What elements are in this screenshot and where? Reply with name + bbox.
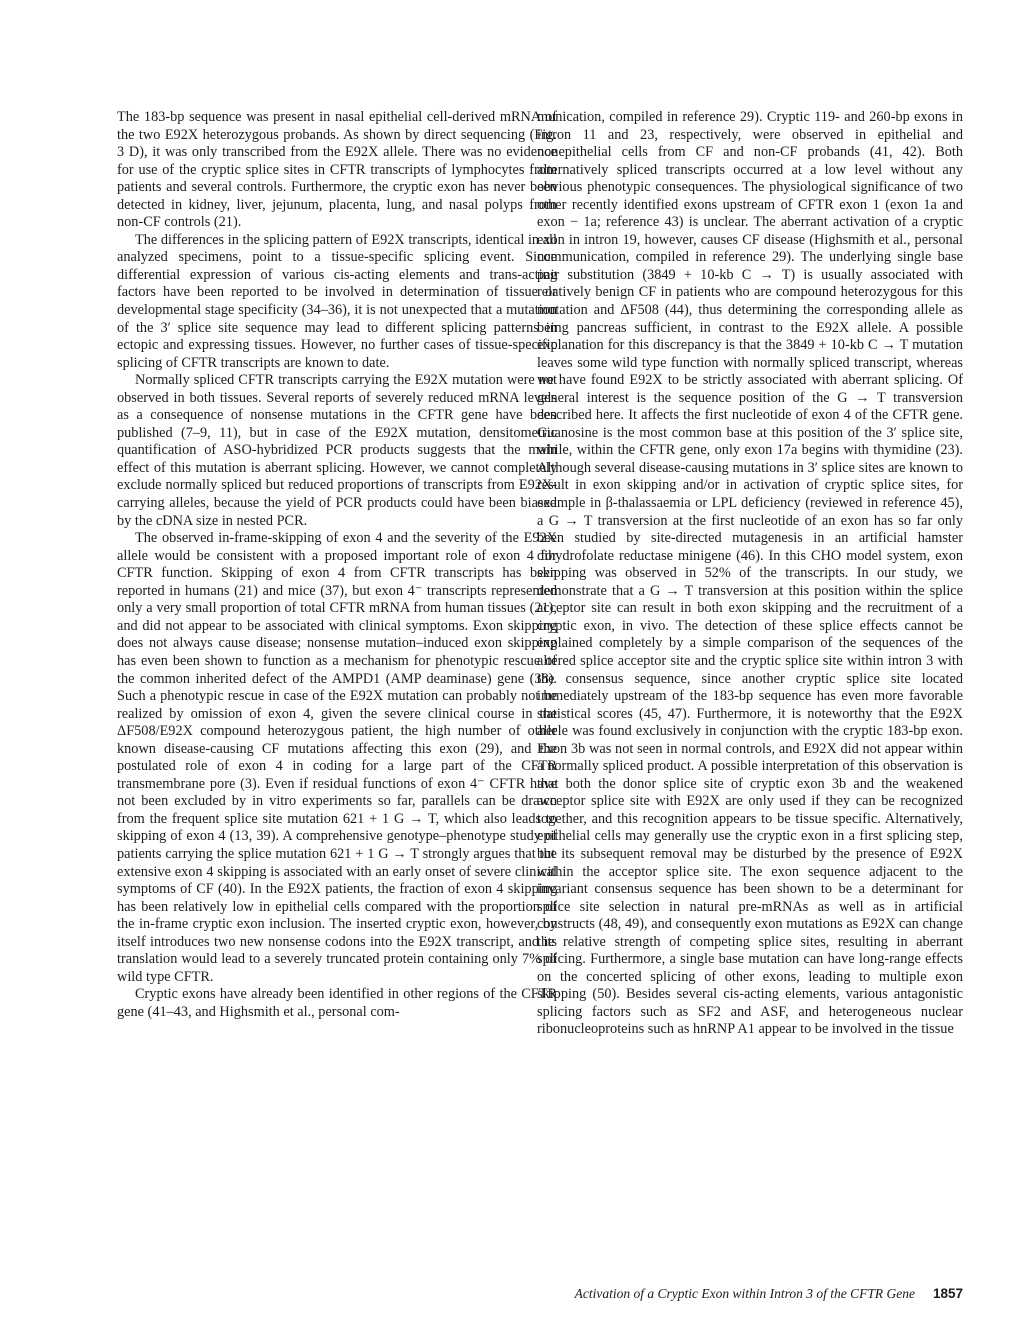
- paragraph: The differences in the splicing pattern of E92X transcripts, identical in all analyzed specimens, point to a tissue-specific splicing event. Since differential expression of various cis-acting elements and trans-acting factors have been reported to be involved in determination of tissue or developmental stage specificity (34–36), it is not unexpected that a mutation of the 3′ splice site sequence may lead to different splicing patterns in ectopic and expressing tissues. However, no further cases of tissue-specific splicing of CFTR transcripts are known to date.: [117, 231, 557, 371]
- paragraph: The observed in-frame-skipping of exon 4 and the severity of the E92X allele would be consistent with a proposed important role of exon 4 for CFTR function. Skipping of exon 4 from CFTR transcripts has been reported in humans (21) and mice (37), but exon 4⁻ transcripts represented only a very small proportion of total CFTR mRNA from human tissues (21), and did not appear to be associated with clinical symptoms. Exon skipping does not always cause disease; nonsense mutation–induced exon skipping has even been shown to function as a mechanism for phenotypic rescue of the common inherited defect of the AMPD1 (AMP deaminase) gene (38). Such a phenotypic rescue in case of the E92X mutation can probably not be realized by omission of exon 4, given the severe clinical course in the ΔF508/E92X compound heterozygous patient, the high number of other known disease-causing CF mutations affecting this exon (29), and the postulated role of exon 4 in coding for a large part of the CFTR transmembrane pore (3). Even if residual functions of exon 4⁻ CFTR have not been excluded by in vitro experiments so far, parallels can be drawn from the frequent splice site mutation 621 + 1 G → T, which also leads to skipping of exon 4 (13, 39). A comprehensive genotype–phenotype study of patients carrying the splice mutation 621 + 1 G → T strongly argues that the extensive exon 4 skipping is associated with an early onset of severe clinical symptoms of CF (40). In the E92X patients, the fraction of exon 4 skipping has been relatively low in epithelial cells compared with the proportion of the in-frame cryptic exon inclusion. The inserted cryptic exon, however, by itself introduces two new nonsense codons into the E92X transcript, and its translation would lead to a severely truncated protein containing only 7% of wild type CFTR.: [117, 530, 557, 985]
- left-column: [117, 109, 557, 1021]
- running-title: Activation of a Cryptic Exon within Intron 3 of the CFTR Gene: [574, 1286, 915, 1301]
- paragraph: Cryptic exons have already been identified in other regions of the CFTR gene (41–43, and Highsmith et al., personal com-: [117, 986, 557, 1020]
- page-number: 1857: [932, 1286, 963, 1301]
- paragraph: munication, compiled in reference 29). Cryptic 119- and 260-bp exons in intron 11 and 23, respectively, were observed in epithelial and nonepithelial cells from CF and non-CF probands (41, 42). Both alternatively spliced transcripts occurred at a low level without any obvious phenotypic consequences. The physiological significance of two other recently identified exons upstream of CFTR exon 1 (exon 1a and exon − 1a; reference 43) is unclear. The aberrant activation of a cryptic exon in intron 19, however, causes CF disease (Highsmith et al., personal communication, compiled in reference 29). The underlying single base pair substitution (3849 + 10-kb C → T) is usually associated with relatively benign CF in patients who are compound heterozygous for this mutation and ΔF508 (44), thus determining the corresponding allele as being pancreas sufficient, in contrast to the E92X allele. A possible explanation for this discrepancy is that the 3849 + 10-kb C → T mutation leaves some wild type function with normally spliced transcript, whereas we have found E92X to be strictly associated with aberrant splicing. Of general interest is the sequence position of the G → T transversion described here. It affects the first nucleotide of exon 4 of the CFTR gene. Guanosine is the most common base at this position of the 3′ splice site, while, within the CFTR gene, only exon 17a begins with thymidine (23). Although several disease-causing mutations in 3′ splice sites are known to result in exon skipping and/or in activation of cryptic splice sites, for example in β-thalassaemia or LPL deficiency (reviewed in reference 45), a G → T transversion at the first nucleotide of an exon has so far only been studied by site-directed mutagenesis in an artificial hamster dihydrofolate reductase minigene (46). In this CHO model system, exon skipping was observed in 52% of the transcripts. In our study, we demonstrate that a G → T transversion at this position within the splice acceptor site can result in both exon skipping and the recruitment of a cryptic exon, in vivo. The detection of these splice effects cannot be explained completely by a simple comparison of the sequences of the altered splice acceptor site and the cryptic splice site within intron 3 with the consensus sequence, since another cryptic splice site located immediately upstream of the 183-bp sequence has even more favorable statistical scores (45, 47). Furthermore, it is noteworthy that the E92X allele was found exclusively in conjunction with the cryptic 183-bp exon. Exon 3b was not seen in normal controls, and E92X did not appear within a normally spliced product. A possible interpretation of this observation is that both the donor splice site of cryptic exon 3b and the weakened acceptor splice site with E92X are only used if they can be recognized together, and this recognition appears to be tissue specific. Alternatively, epithelial cells may generally use the cryptic exon in a first splicing step, but its subsequent removal may be disturbed by the presence of E92X within the acceptor splice site. The exon sequence adjacent to the invariant consensus sequence has been shown to be a determinant for splice site selection in natural pre-mRNAs as well as in artificial constructs (48, 49), and consequently exon mutations as E92X can change the relative strength of competing splice sites, resulting in aberrant splicing. Furthermore, a single base mutation can have long-range effects on the concerted splicing of other exons, leading to multiple exon skipping (50). Besides several cis-acting elements, various antagonistic splicing factors such as SF2 and ASF, and heterogeneous nuclear ribonucleoproteins such as hnRNP A1 appear to be involved in the tissue: [537, 109, 963, 1038]
- paragraph: Normally spliced CFTR transcripts carrying the E92X mutation were not observed in both tissues. Several reports of severely reduced mRNA levels as a consequence of nonsense mutations in the CFTR gene have been published (7–9, 11), but in case of the E92X mutation, densitometric quantification of ASO-hybridized PCR products suggests that the main effect of this mutation is aberrant splicing. However, we cannot completely exclude normally spliced but reduced proportions of transcripts from E92X-carrying alleles, because the yield of PCR products could have been biased by the cDNA size in nested PCR.: [117, 372, 557, 529]
- paragraph: The 183-bp sequence was present in nasal epithelial cell-derived mRNA of the two E92X heterozygous probands. As shown by direct sequencing (Fig. 3 D), it was only transcribed from the E92X allele. There was no evidence for use of the cryptic splice sites in CFTR transcripts of lymphocytes from patients and several controls. Furthermore, the cryptic exon has never been detected in kidney, liver, jejunum, placenta, lung, and nasal polyps from non-CF controls (21).: [117, 109, 557, 231]
- right-column: [537, 109, 963, 1039]
- page-footer: [537, 1286, 963, 1302]
